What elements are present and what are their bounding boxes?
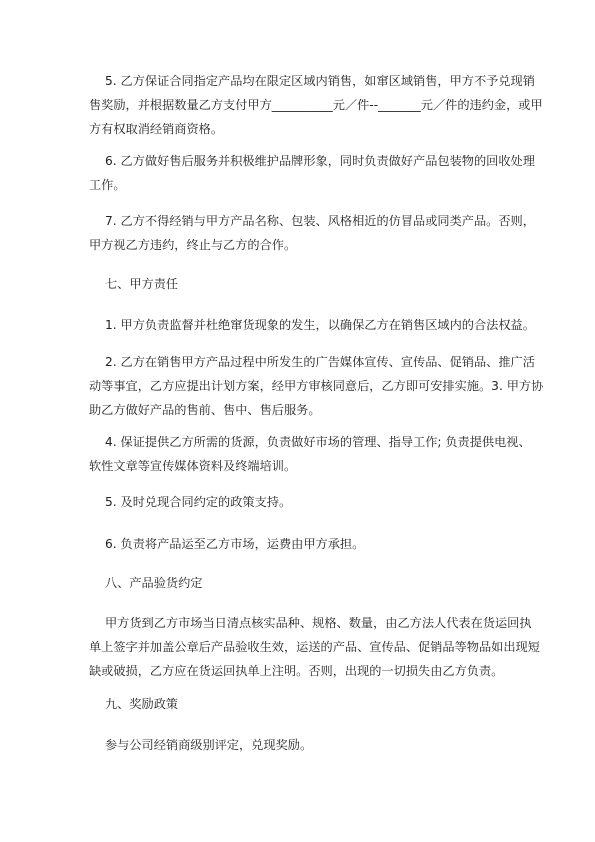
- text-line: 1. 甲方负责监督并杜绝窜货现象的发生，以确保乙方在销售区域内的合法权益。: [105, 318, 535, 332]
- clause-a-5: [89, 490, 521, 514]
- text-line: 工作。: [89, 178, 126, 192]
- clause-b-7: [89, 209, 535, 257]
- section-heading-7: 七、甲方责任: [105, 277, 179, 291]
- text-line: 6. 乙方做好售后服务并积极维护品牌形象，同时负责做好产品包装物的回收处理: [105, 154, 535, 168]
- text-line: 2. 乙方在销售甲方产品过程中所发生的广告媒体宣传、宣传品、促销品、推广活: [105, 355, 535, 369]
- text-line: 售奖励，并根据数量乙方支付甲方__________元／件--_______元／件的违约金，或甲: [89, 98, 543, 112]
- text-line: 缺或破损，乙方应在货运回执单上注明。否则，出现的一切损失由乙方负责。: [89, 664, 504, 678]
- text-line: 甲方视乙方违约，终止与乙方的合作。: [89, 238, 297, 252]
- text-line: 助乙方做好产品的售前、售中、售后服务。: [89, 403, 321, 417]
- clause-a-4: [89, 430, 531, 478]
- text-line: 参与公司经销商级别评定，兑现奖励。: [105, 738, 313, 752]
- inspection-paragraph: [89, 611, 540, 683]
- text-line: 6. 负责将产品运至乙方市场，运费由甲方承担。: [105, 537, 365, 551]
- section-heading-8: 八、产品验货约定: [105, 576, 203, 590]
- text-line: 甲方货到乙方市场当日清点核实品种、规格、数量，由乙方法人代表在货运回执: [105, 616, 532, 630]
- clause-a-6: [89, 532, 521, 556]
- text-line: 动等事宜，乙方应提出计划方案，经甲方审核同意后，乙方即可安排实施。3. 甲方协: [89, 379, 544, 393]
- reward-paragraph: [89, 733, 521, 757]
- clause-a-2: [89, 350, 544, 422]
- clause-a-1: [89, 313, 535, 337]
- clause-b-6: [89, 149, 535, 197]
- text-line: 5. 乙方保证合同指定产品均在限定区域内销售，如窜区域销售，甲方不予兑现销: [105, 74, 535, 88]
- text-line: 4. 保证提供乙方所需的货源，负责做好市场的管理、指导工作; 负责提供电视、: [105, 435, 531, 449]
- text-line: 软性文章等宣传媒体资料及终端培训。: [89, 459, 297, 473]
- text-line: 单上签字并加盖公章后产品验收生效，运送的产品、宣传品、促销品等物品如出现短: [89, 640, 540, 654]
- clause-b-5: [89, 69, 543, 141]
- text-line: 方有权取消经销商资格。: [89, 122, 224, 136]
- text-line: 5. 及时兑现合同约定的政策支持。: [105, 495, 292, 509]
- text-line: 7. 乙方不得经销与甲方产品名称、包装、风格相近的仿冒品或同类产品。否则，: [105, 214, 535, 228]
- section-heading-9: 九、奖励政策: [105, 697, 179, 711]
